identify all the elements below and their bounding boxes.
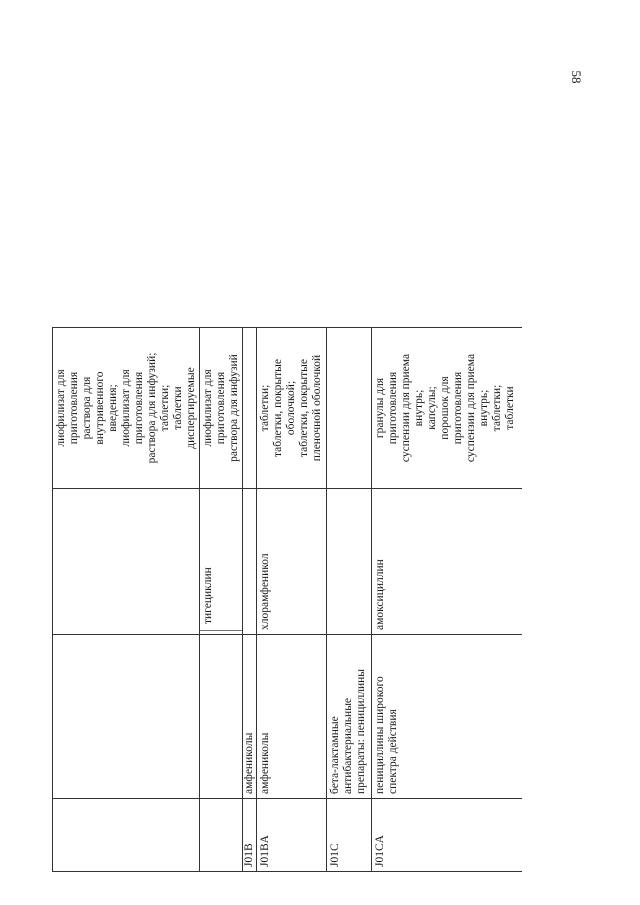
forms-cell [200, 327, 242, 489]
atc-code-cell [243, 799, 256, 872]
group-cell [243, 635, 256, 799]
atc-code-cell [327, 799, 371, 872]
group-cell [200, 635, 242, 799]
atc-code-cell [372, 799, 522, 872]
forms-cell [53, 327, 199, 489]
forms-cell [372, 327, 522, 489]
drug-cell [200, 489, 242, 635]
table-row [243, 327, 257, 872]
drug-name: хлорамфеникол [259, 553, 271, 630]
dosage-forms: лиофилизат для приготовления раствора для инфузий [202, 354, 240, 462]
dosage-forms: лиофилизат для приготовления раствора для внутривенного введения; лиофилизат для приготовления раствора для инфузий; таблетки; таблетки диспергируемые [55, 352, 197, 464]
drug-cell [257, 489, 326, 635]
group-cell [257, 635, 326, 799]
atc-code-cell [200, 799, 242, 872]
atc-code: J01C [329, 843, 341, 867]
table-row [200, 327, 243, 872]
table-row [327, 327, 372, 872]
drug-cell [327, 489, 371, 635]
group-name: бета-лактамные антибактериальные препараты: пенициллины [329, 668, 367, 794]
page-number: 58 [569, 70, 584, 84]
dosage-forms: таблетки; таблетки, покрытые оболочкой; таблетки, покрытые пленочной оболочкой [259, 354, 323, 462]
group-name: пенициллины широкого спектра действия [374, 676, 399, 794]
drug-name: амоксициллин [374, 559, 386, 630]
atc-code-cell [257, 799, 326, 872]
table-row [372, 327, 522, 872]
drug-cell [372, 489, 522, 635]
table-row [257, 327, 327, 872]
drug-cell [53, 489, 199, 635]
dosage-forms: гранулы для приготовления суспензии для приема внутрь; капсулы; порошок для приготовления суспензии для приема внутрь; таблетки; таблетки [374, 353, 516, 463]
group-name: амфениколы [259, 732, 271, 794]
forms-cell [327, 327, 371, 489]
cell-inner-line [200, 489, 242, 631]
atc-code: J01B [243, 843, 255, 867]
group-cell [53, 635, 199, 799]
atc-code: J01BA [259, 835, 271, 867]
drug-table [52, 327, 573, 872]
group-cell [372, 635, 522, 799]
group-cell [327, 635, 371, 799]
forms-cell [257, 327, 326, 489]
table-row [52, 327, 200, 872]
atc-code-cell [53, 799, 199, 872]
atc-code: J01CA [374, 835, 386, 867]
drug-name: тигециклин [202, 567, 214, 624]
forms-cell [243, 327, 256, 489]
group-name: амфениколы [243, 732, 255, 794]
drug-cell [243, 489, 256, 635]
